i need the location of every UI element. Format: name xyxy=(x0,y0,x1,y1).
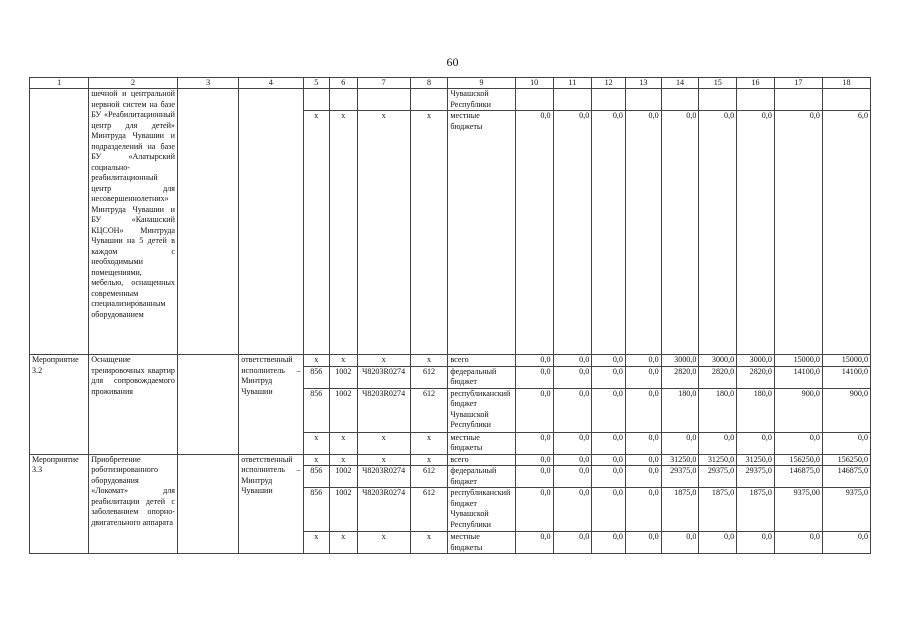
funding-source-cell: местные бюджеты xyxy=(448,432,515,454)
amount-cell: 31250,0 xyxy=(737,454,775,466)
amount-cell: 0,0 xyxy=(625,466,661,488)
header-cell: 6 xyxy=(330,78,358,89)
activity-label-cell: Мероприятие 3.2 xyxy=(30,355,89,455)
section-code-cell xyxy=(330,89,358,111)
funding-source-cell: федеральный бюджет xyxy=(448,366,515,388)
expense-type-cell: x xyxy=(410,432,448,454)
page-number: 60 xyxy=(446,55,459,69)
amount-cell: 0,0 xyxy=(699,432,737,454)
amount-cell: 0,0 xyxy=(515,388,553,432)
section-code-cell: 1002 xyxy=(330,388,358,432)
table-row xyxy=(30,454,871,466)
section-code-cell: x xyxy=(330,454,358,466)
amount-cell xyxy=(553,89,592,111)
amount-cell: 1875,0 xyxy=(661,488,699,532)
expense-type-cell: x xyxy=(410,111,448,355)
amount-cell: 29375,0 xyxy=(699,466,737,488)
amount-cell: 0,0 xyxy=(515,366,553,388)
header-cell: 9 xyxy=(448,78,515,89)
grbs-code-cell: x xyxy=(303,532,330,554)
amount-cell: 0,0 xyxy=(592,454,626,466)
activity-description-cell: шечной и центральной нервной систем на базе БУ «Реабилитационный центр для детей» Минтруда Чувашии и подразделений на базе БУ «Алатырский социально-реабилитационный центр для несовершеннолетних» Минтруда Чувашии и БУ «Канашский КЦСОН» Минтруда Чувашии на 5 детей в каждом с необходимыми помещениями, мебелью, оснащенных современным специализированным оборудованием xyxy=(89,89,178,355)
amount-cell: 0,0 xyxy=(592,532,626,554)
amount-cell: 0,0 xyxy=(661,111,699,355)
target-article-cell: Ч8203R0274 xyxy=(357,388,410,432)
funding-source-cell: Чувашской Республики xyxy=(448,89,515,111)
target-article-cell: x xyxy=(357,454,410,466)
executor-cell xyxy=(239,89,303,355)
header-cell: 5 xyxy=(303,78,330,89)
amount-cell: 0,0 xyxy=(699,532,737,554)
amount-cell: 2820,0 xyxy=(699,366,737,388)
amount-cell: 180,0 xyxy=(661,388,699,432)
target-article-cell: Ч8203R0274 xyxy=(357,488,410,532)
amount-cell: 0,0 xyxy=(553,532,592,554)
amount-cell: 9375,00 xyxy=(774,488,822,532)
amount-cell: 31250,0 xyxy=(661,454,699,466)
amount-cell: 180,0 xyxy=(699,388,737,432)
amount-cell xyxy=(822,89,870,111)
amount-cell: 9375,0 xyxy=(822,488,870,532)
amount-cell: 0,0 xyxy=(592,111,626,355)
amount-cell: 0,0 xyxy=(515,488,553,532)
header-cell: 11 xyxy=(553,78,592,89)
section-code-cell: x xyxy=(330,111,358,355)
amount-cell: 0,0 xyxy=(592,355,626,367)
target-article-cell: x xyxy=(357,355,410,367)
amount-cell: 0,0 xyxy=(592,388,626,432)
funding-source-cell: всего xyxy=(448,454,515,466)
expense-type-cell: 612 xyxy=(410,488,448,532)
amount-cell: 0,0 xyxy=(625,532,661,554)
section-code-cell: 1002 xyxy=(330,366,358,388)
header-row xyxy=(30,78,871,89)
amount-cell: 0,0 xyxy=(553,366,592,388)
funding-source-cell: местные бюджеты xyxy=(448,532,515,554)
header-cell: 16 xyxy=(737,78,775,89)
funding-source-cell: федеральный бюджет xyxy=(448,466,515,488)
amount-cell: 0,0 xyxy=(822,432,870,454)
amount-cell: 6,0 xyxy=(822,111,870,355)
amount-cell: 0,0 xyxy=(625,366,661,388)
amount-cell: 0,0 xyxy=(553,466,592,488)
amount-cell: 0,0 xyxy=(515,111,553,355)
grbs-code-cell: 856 xyxy=(303,366,330,388)
amount-cell: 156250,0 xyxy=(774,454,822,466)
target-article-cell: Ч8203R0274 xyxy=(357,366,410,388)
amount-cell: 3000,0 xyxy=(737,355,775,367)
amount-cell: 0,0 xyxy=(625,488,661,532)
amount-cell xyxy=(699,89,737,111)
funding-source-cell: всего xyxy=(448,355,515,367)
expense-type-cell: 612 xyxy=(410,466,448,488)
amount-cell: 900,0 xyxy=(774,388,822,432)
funding-source-cell: республиканский бюджет Чувашской Республики xyxy=(448,388,515,432)
amount-cell: 3000,0 xyxy=(699,355,737,367)
amount-cell xyxy=(592,89,626,111)
amount-cell xyxy=(661,89,699,111)
header-cell: 13 xyxy=(625,78,661,89)
amount-cell xyxy=(737,89,775,111)
budget-table xyxy=(29,77,871,554)
amount-cell: 900,0 xyxy=(822,388,870,432)
amount-cell: 0,0 xyxy=(515,532,553,554)
activity-description-cell: Оснащение тренировочных квартир для сопровождаемого проживания xyxy=(89,355,178,455)
target-article-cell: x xyxy=(357,432,410,454)
amount-cell: 0,0 xyxy=(737,532,775,554)
amount-cell xyxy=(515,89,553,111)
grbs-code-cell: x xyxy=(303,454,330,466)
amount-cell: 14100,0 xyxy=(774,366,822,388)
amount-cell: 1875,0 xyxy=(737,488,775,532)
activity-label-cell: Мероприятие 3.3 xyxy=(30,454,89,554)
amount-cell: 0,0 xyxy=(625,454,661,466)
grbs-code-cell: 856 xyxy=(303,466,330,488)
amount-cell: 31250,0 xyxy=(699,454,737,466)
amount-cell: 0,0 xyxy=(774,532,822,554)
grbs-code-cell xyxy=(303,89,330,111)
header-cell: 15 xyxy=(699,78,737,89)
amount-cell: 15000,0 xyxy=(774,355,822,367)
target-article-cell: x xyxy=(357,532,410,554)
amount-cell: 0,0 xyxy=(553,488,592,532)
header-cell: 7 xyxy=(357,78,410,89)
amount-cell: 29375,0 xyxy=(737,466,775,488)
amount-cell: 0,0 xyxy=(737,432,775,454)
expense-type-cell: x xyxy=(410,355,448,367)
executor-cell: ответственный исполнитель – Минтруд Чувашии xyxy=(239,355,303,455)
amount-cell: 0,0 xyxy=(625,388,661,432)
empty-cell xyxy=(177,454,238,554)
expense-type-cell: x xyxy=(410,532,448,554)
amount-cell: 0,0 xyxy=(592,432,626,454)
amount-cell: 146875,0 xyxy=(822,466,870,488)
header-cell: 8 xyxy=(410,78,448,89)
target-article-cell xyxy=(357,89,410,111)
amount-cell: 0,0 xyxy=(661,532,699,554)
amount-cell: 2820,0 xyxy=(737,366,775,388)
expense-type-cell: x xyxy=(410,454,448,466)
target-article-cell: Ч8203R0274 xyxy=(357,466,410,488)
section-code-cell: x xyxy=(330,432,358,454)
amount-cell: 156250,0 xyxy=(822,454,870,466)
header-cell: 12 xyxy=(592,78,626,89)
executor-cell: ответственный исполнитель – Минтруд Чувашии xyxy=(239,454,303,554)
section-code-cell: 1002 xyxy=(330,466,358,488)
amount-cell: 0,0 xyxy=(553,388,592,432)
grbs-code-cell: 856 xyxy=(303,388,330,432)
amount-cell: 0,0 xyxy=(625,432,661,454)
amount-cell: 0,0 xyxy=(774,432,822,454)
table-row xyxy=(30,89,871,111)
header-cell: 3 xyxy=(177,78,238,89)
amount-cell xyxy=(625,89,661,111)
empty-cell xyxy=(177,355,238,455)
amount-cell: 15000,0 xyxy=(822,355,870,367)
amount-cell: 0,0 xyxy=(822,532,870,554)
header-cell: 17 xyxy=(774,78,822,89)
grbs-code-cell: 856 xyxy=(303,488,330,532)
amount-cell: 29375,0 xyxy=(661,466,699,488)
header-cell: 2 xyxy=(89,78,178,89)
funding-source-cell: республиканский бюджет Чувашской Республики xyxy=(448,488,515,532)
amount-cell: 0,0 xyxy=(699,111,737,355)
header-cell: 10 xyxy=(515,78,553,89)
target-article-cell: x xyxy=(357,111,410,355)
grbs-code-cell: x xyxy=(303,355,330,367)
amount-cell: 0,0 xyxy=(774,111,822,355)
amount-cell: 0,0 xyxy=(515,466,553,488)
activity-description-cell: Приобретение роботизированного оборудования «Локомат» для реабилитации детей с заболеванием опорно-двигательного аппарата xyxy=(89,454,178,554)
amount-cell: 0,0 xyxy=(661,432,699,454)
amount-cell: 0,0 xyxy=(515,454,553,466)
section-code-cell: x xyxy=(330,532,358,554)
amount-cell: 0,0 xyxy=(553,355,592,367)
amount-cell: 3000,0 xyxy=(661,355,699,367)
amount-cell: 180,0 xyxy=(737,388,775,432)
amount-cell: 0,0 xyxy=(553,454,592,466)
amount-cell: 0,0 xyxy=(625,355,661,367)
amount-cell: 0,0 xyxy=(515,432,553,454)
section-code-cell: x xyxy=(330,355,358,367)
activity-label-cell xyxy=(30,89,89,355)
amount-cell: 0,0 xyxy=(553,111,592,355)
amount-cell: 0,0 xyxy=(592,466,626,488)
section-code-cell: 1002 xyxy=(330,488,358,532)
grbs-code-cell: x xyxy=(303,432,330,454)
header-cell: 4 xyxy=(239,78,303,89)
amount-cell: 0,0 xyxy=(515,355,553,367)
amount-cell: 0,0 xyxy=(592,488,626,532)
header-cell: 14 xyxy=(661,78,699,89)
expense-type-cell: 612 xyxy=(410,388,448,432)
amount-cell: 0,0 xyxy=(553,432,592,454)
amount-cell: 0,0 xyxy=(592,366,626,388)
header-cell: 18 xyxy=(822,78,870,89)
amount-cell: 0,0 xyxy=(737,111,775,355)
amount-cell xyxy=(774,89,822,111)
amount-cell: 0,0 xyxy=(625,111,661,355)
expense-type-cell xyxy=(410,89,448,111)
grbs-code-cell: x xyxy=(303,111,330,355)
amount-cell: 14100,0 xyxy=(822,366,870,388)
table-row xyxy=(30,355,871,367)
funding-source-cell: местные бюджеты xyxy=(448,111,515,355)
header-cell: 1 xyxy=(30,78,89,89)
amount-cell: 146875,0 xyxy=(774,466,822,488)
amount-cell: 1875,0 xyxy=(699,488,737,532)
expense-type-cell: 612 xyxy=(410,366,448,388)
amount-cell: 2820,0 xyxy=(661,366,699,388)
empty-cell xyxy=(177,89,238,355)
